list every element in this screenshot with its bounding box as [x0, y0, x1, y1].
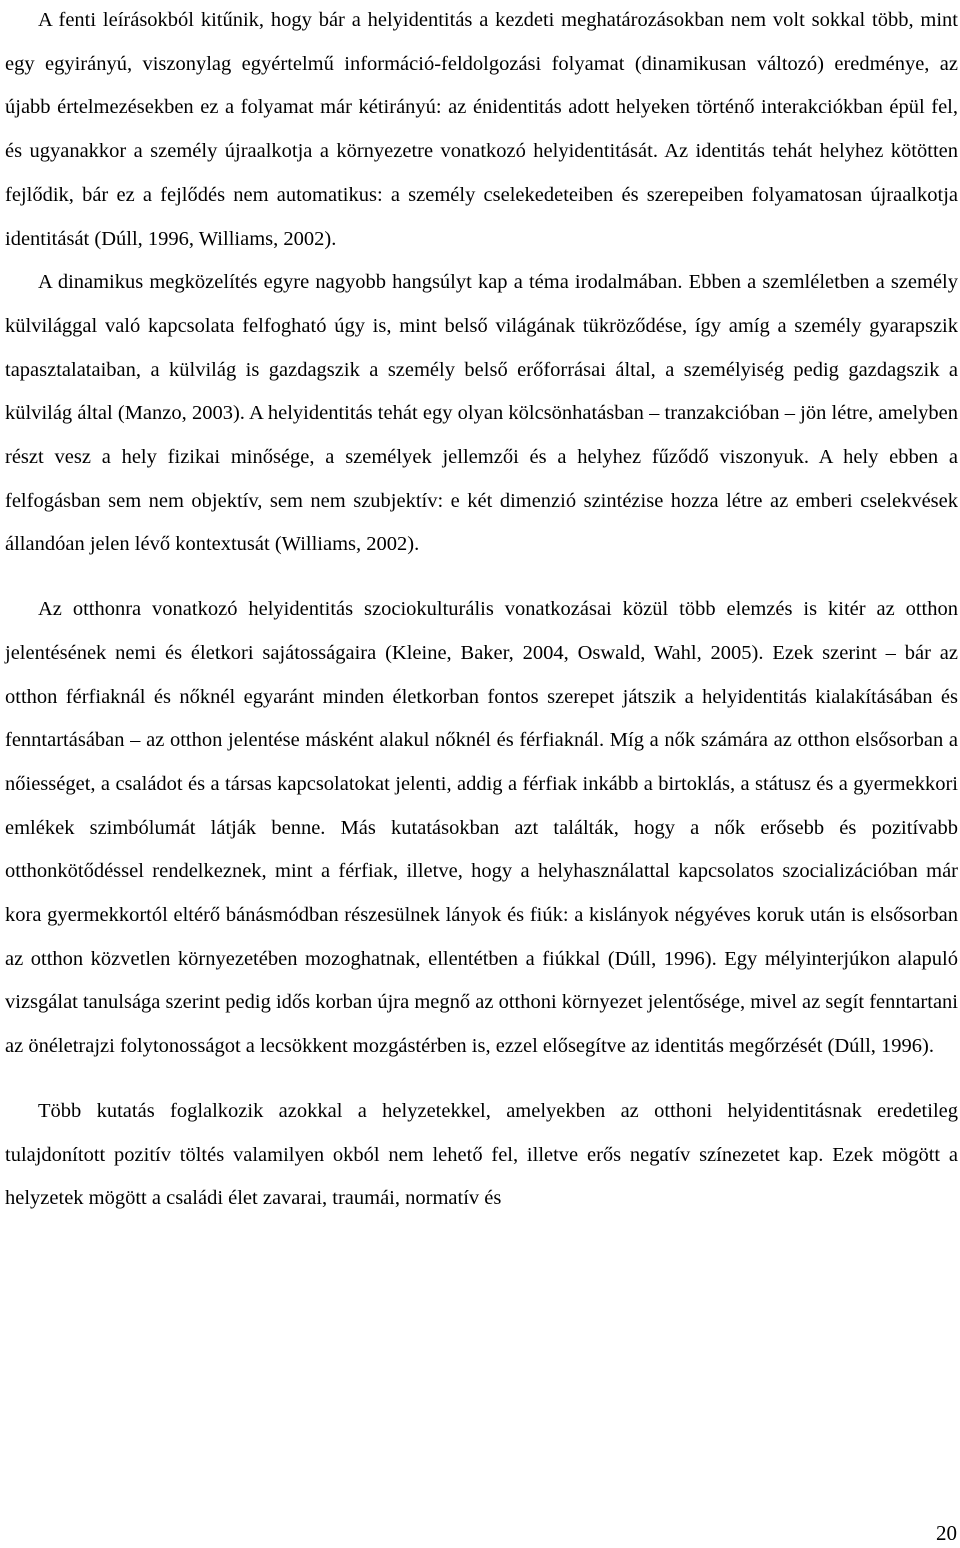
paragraph-3: Az otthonra vonatkozó helyidentitás szociokulturális vonatkozásai közül több elemzés is kitér az otthon jelentésének nemi és életkori sajátosságaira (Kleine, Baker, 2004, Oswald, Wahl, 2005). Ezek szerint – bár az otthon férfiaknál és nőknél egyaránt minden életkorban fontos szerepet játszik a helyidentitás kialakításában és fenntartásában – az otthon jelentése másként alakul nőknél és férfiaknál. Míg a nők számára az otthon elsősorban a nőiességet, a családot és a társas kapcsolatokat jelenti, addig a férfiak inkább a birtoklás, a státusz és a gyermekkori emlékek szimbólumát látják benne. Más kutatásokban azt találták, hogy a nők erősebb és pozitívabb otthonkötődéssel rendelkeznek, mint a férfiak, illetve, hogy a helyhasználattal kapcsolatos szocializációban már kora gyermekkortól eltérő bánásmódban részesülnek lányok és fiúk: a kislányok négyéves koruk után is elsősorban az otthon közvetlen környezetében mozoghatnak, ellentétben a fiúkkal (Dúll, 1996). Egy mélyinterjúkon alapuló vizsgálat tanulsága szerint pedig idős korban újra megnő az otthoni környezet jelentősége, mivel az segít fenntartani az önéletrajzi folytonosságot a lecsökkent mozgástérben is, ezzel elősegítve az identitás megőrzését (Dúll, 1996).: [5, 598, 958, 1058]
paragraph-1: A fenti leírásokból kitűnik, hogy bár a helyidentitás a kezdeti meghatározásokban nem volt sokkal több, mint egy egyirányú, viszonylag egyértelmű információ-feldolgozási folyamat (dinamikusan változó) eredménye, az újabb értelmezésekben ez a folyamat már kétirányú: az énidentitás adott helyeken történő interakciókban épül fel, és ugyanakkor a személy újraalkotja a környezetre vonatkozó helyidentitását. Az identitás tehát helyhez kötötten fejlődik, bár ez a fejlődés nem automatikus: a személy cselekedeteiben és szerepeiben folyamatosan újraalkotja identitását (Dúll, 1996, Williams, 2002).: [5, 9, 958, 250]
paragraph-4: Több kutatás foglalkozik azokkal a helyzetekkel, amelyekben az otthoni helyidentitásnak eredetileg tulajdonított pozitív töltés valamilyen okból nem lehető fel, illetve erős negatív színezetet kap. Ezek mögött a helyzetek mögött a családi élet zavarai, traumái, normatív és: [5, 1099, 958, 1210]
body-text: [5, 0, 958, 1221]
page-number: 20: [936, 1521, 957, 1545]
paragraph-2: A dinamikus megközelítés egyre nagyobb hangsúlyt kap a téma irodalmában. Ebben a szemléletben a személy külvilággal való kapcsolata felfogható úgy is, mint belső világának tükröződése, így amíg a személy gyarapszik tapasztalataiban, a külvilág is gazdagszik a személy belső erőforrásai által, a személyiség pedig gazdagszik a külvilág által (Manzo, 2003). A helyidentitás tehát egy olyan kölcsönhatásban – tranzakcióban – jön létre, amelyben részt vesz a hely fizikai minősége, a személyek jellemzői és a helyhez fűződő viszonyuk. A hely ebben a felfogásban sem nem objektív, sem nem szubjektív: e két dimenzió szintézise hozza létre az emberi cselekvések állandóan jelen lévő kontextusát (Williams, 2002).: [5, 271, 958, 556]
